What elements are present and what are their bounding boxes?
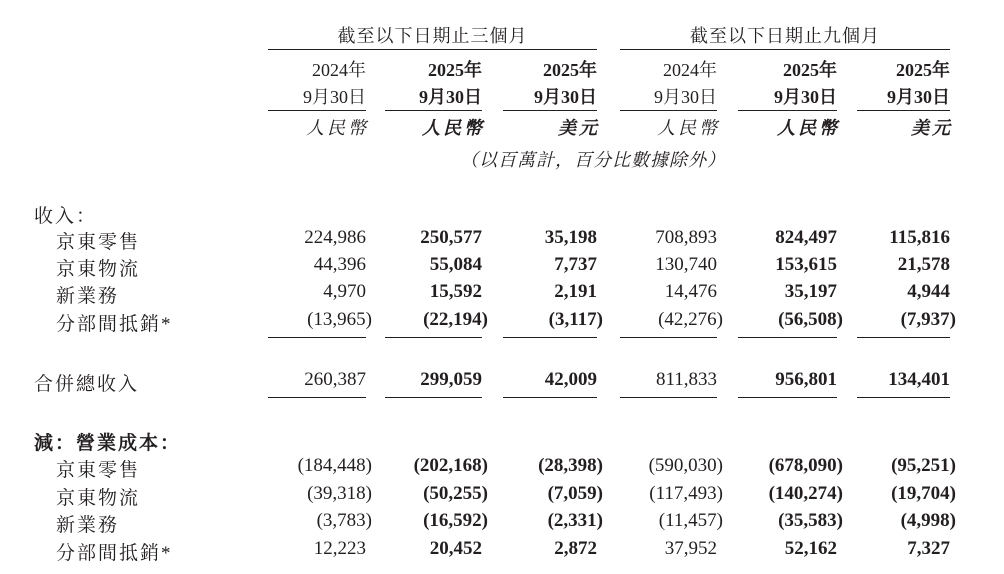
section-title-revenue: 收入： <box>34 206 98 227</box>
total-underline <box>857 397 950 398</box>
column-header-divider <box>620 110 717 111</box>
total-underline <box>268 397 366 398</box>
row-label: 新業務 <box>56 515 120 536</box>
cell-value: 7,327 <box>907 538 950 559</box>
cell-value: (19,704) <box>891 483 956 504</box>
column-date: 9月30日 <box>774 87 837 107</box>
total-underline <box>503 397 597 398</box>
row-label: 京東零售 <box>56 232 141 253</box>
total-underline <box>738 397 837 398</box>
total-underline <box>385 397 482 398</box>
column-currency: 人民幣 <box>306 118 369 138</box>
cell-value: 44,396 <box>313 254 366 275</box>
cell-value: (28,398) <box>538 455 603 476</box>
cell-value: (16,592) <box>423 510 488 531</box>
row-label-total-revenue: 合併總收入 <box>34 374 140 395</box>
column-header-divider <box>385 110 482 111</box>
cell-value: 20,452 <box>429 538 482 559</box>
column-year: 2025年 <box>428 60 482 80</box>
column-header-divider <box>857 110 950 111</box>
header-group-divider <box>620 49 950 50</box>
section-title-cost: 減：營業成本： <box>34 433 182 454</box>
total-value: 134,401 <box>888 369 950 390</box>
cell-value: (3,783) <box>316 510 372 531</box>
cell-value: (184,448) <box>297 455 372 476</box>
cell-value: 115,816 <box>889 227 950 248</box>
cell-value: (22,194) <box>423 309 488 330</box>
cell-value: (11,457) <box>658 510 723 531</box>
column-year: 2025年 <box>896 60 950 80</box>
column-year: 2025年 <box>543 60 597 80</box>
column-currency: 人民幣 <box>777 118 840 138</box>
cell-value: (39,318) <box>307 483 372 504</box>
cell-value: 21,578 <box>897 254 950 275</box>
column-year: 2025年 <box>783 60 837 80</box>
cell-value: 4,944 <box>907 281 950 302</box>
column-year: 2024年 <box>312 60 366 80</box>
column-date: 9月30日 <box>303 87 366 107</box>
cell-value: 2,191 <box>554 281 597 302</box>
cell-value: (2,331) <box>547 510 603 531</box>
row-label: 分部間抵銷* <box>56 314 173 335</box>
column-currency: 人民幣 <box>657 118 720 138</box>
total-underline <box>268 337 366 338</box>
column-currency: 美元 <box>911 118 953 138</box>
total-value: 811,833 <box>655 369 717 390</box>
total-underline <box>620 337 717 338</box>
cell-value: (117,493) <box>649 483 723 504</box>
column-year: 2024年 <box>663 60 717 80</box>
cell-value: 2,872 <box>554 538 597 559</box>
column-currency: 美元 <box>558 118 600 138</box>
total-value: 42,009 <box>544 369 597 390</box>
total-underline <box>503 337 597 338</box>
row-label: 京東物流 <box>56 259 141 280</box>
cell-value: 7,737 <box>554 254 597 275</box>
cell-value: 4,970 <box>323 281 366 302</box>
cell-value: (56,508) <box>778 309 843 330</box>
cell-value: (50,255) <box>423 483 488 504</box>
cell-value: (140,274) <box>768 483 843 504</box>
row-label: 新業務 <box>56 286 120 307</box>
row-label: 京東零售 <box>56 460 141 481</box>
cell-value: 153,615 <box>775 254 837 275</box>
cell-value: 824,497 <box>775 227 837 248</box>
total-underline <box>738 337 837 338</box>
cell-value: (590,030) <box>648 455 723 476</box>
cell-value: 224,986 <box>304 227 366 248</box>
cell-value: 52,162 <box>784 538 837 559</box>
column-date: 9月30日 <box>534 87 597 107</box>
cell-value: 130,740 <box>655 254 717 275</box>
cell-value: 12,223 <box>313 538 366 559</box>
column-header-divider <box>268 110 366 111</box>
column-date: 9月30日 <box>887 87 950 107</box>
column-header-divider <box>738 110 837 111</box>
cell-value: (7,059) <box>547 483 603 504</box>
total-value: 956,801 <box>775 369 837 390</box>
header-group-three-months: 截至以下日期止三個月 <box>337 26 528 46</box>
cell-value: (13,965) <box>307 309 372 330</box>
cell-value: 37,952 <box>664 538 717 559</box>
column-header-divider <box>503 110 597 111</box>
column-date: 9月30日 <box>419 87 482 107</box>
header-group-nine-months: 截至以下日期止九個月 <box>690 26 880 46</box>
cell-value: (202,168) <box>413 455 488 476</box>
row-label: 分部間抵銷* <box>56 543 173 564</box>
cell-value: (35,583) <box>778 510 843 531</box>
cell-value: (678,090) <box>768 455 843 476</box>
cell-value: 708,893 <box>655 227 717 248</box>
total-underline <box>620 397 717 398</box>
cell-value: 250,577 <box>420 227 482 248</box>
cell-value: (4,998) <box>900 510 956 531</box>
cell-value: 15,592 <box>429 281 482 302</box>
header-group-divider <box>268 49 597 50</box>
cell-value: 55,084 <box>429 254 482 275</box>
row-label: 京東物流 <box>56 488 141 509</box>
column-date: 9月30日 <box>654 87 717 107</box>
cell-value: 14,476 <box>664 281 717 302</box>
unit-note: （以百萬計，百分比數據除外） <box>460 150 726 170</box>
cell-value: 35,197 <box>784 281 837 302</box>
cell-value: 35,198 <box>544 227 597 248</box>
cell-value: (3,117) <box>548 309 603 330</box>
total-value: 299,059 <box>420 369 482 390</box>
cell-value: (42,276) <box>658 309 723 330</box>
total-underline <box>857 337 950 338</box>
column-currency: 人民幣 <box>422 118 485 138</box>
total-value: 260,387 <box>304 369 366 390</box>
total-underline <box>385 337 482 338</box>
cell-value: (95,251) <box>891 455 956 476</box>
cell-value: (7,937) <box>900 309 956 330</box>
